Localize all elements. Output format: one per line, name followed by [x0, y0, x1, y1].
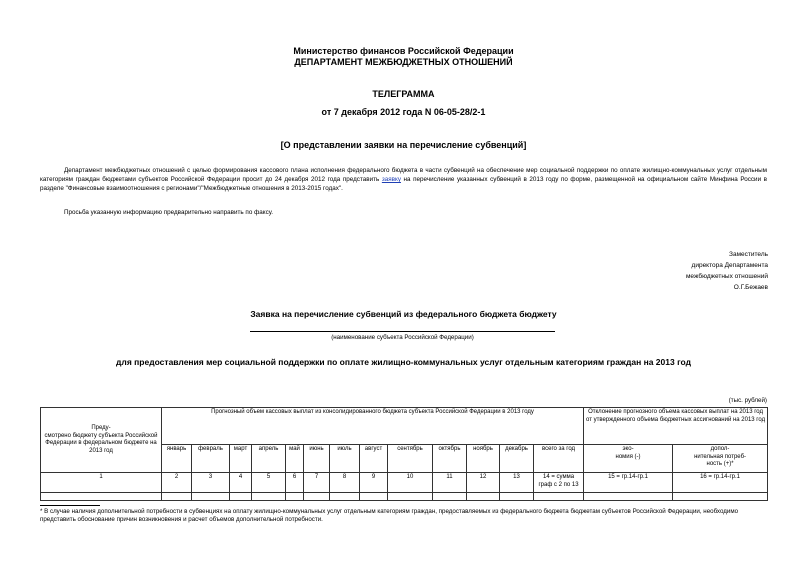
table-cell-empty: [584, 493, 673, 501]
paragraph-1-text-end: на перечисление указанных субвенций в 2013 году по форме, размещенной на официальном сайте Минфина России в разделе "Финансовые взаимоотношения с регионами"/"Межбюджетные отношения в 2013-2015 годах".: [40, 176, 768, 192]
document-date-number: от 7 декабря 2012 года N 06-05-28/2-1: [321, 107, 486, 117]
table-cell-empty: [230, 493, 252, 501]
header-month: август: [360, 445, 388, 473]
column-number: 10: [388, 473, 433, 493]
table-cell-empty: [534, 493, 584, 501]
column-number-economy: 15 = гр.14-гр.1: [584, 473, 673, 493]
application-table: [40, 407, 768, 501]
header-month: октябрь: [433, 445, 467, 473]
column-number: 2: [162, 473, 192, 493]
header-month: май: [286, 445, 304, 473]
application-link[interactable]: заявку: [381, 176, 401, 183]
table-cell-empty: [41, 493, 162, 501]
paragraph-1-text-start: Департамент межбюджетных отношений с целью формирования кассового плана исполнения федерального бюджета в части субвенций на обеспечение мер социальной поддержки по оплате жилищно-коммунальных услуг отдельным категориям граждан бюджетами субъектов Российской Федерации просит до 24 декабря 2012 года представить: [40, 167, 767, 183]
column-number: 13: [500, 473, 534, 493]
header-month: декабрь: [500, 445, 534, 473]
signature-position: Заместитель: [729, 251, 768, 258]
table-cell-empty: [360, 493, 388, 501]
header-month: июль: [330, 445, 360, 473]
table-cell-empty: [162, 493, 192, 501]
units-label: (тыс. рублей): [728, 397, 767, 404]
header-additional-need: допол- нительная потреб- ность (+)*: [673, 445, 768, 473]
column-number: 1: [41, 473, 162, 493]
table-cell-empty: [500, 493, 534, 501]
header-month: апрель: [252, 445, 286, 473]
signature-role: директора Департамента: [691, 262, 768, 269]
table-cell-empty: [433, 493, 467, 501]
header-month: январь: [162, 445, 192, 473]
column-number-additional: 16 = гр.14-гр.1: [673, 473, 768, 493]
header-forecast-payments: Прогнозный объем кассовых выплат из консолидированного бюджета субъекта Российской Федерации в 2013 году: [162, 408, 584, 445]
table-cell-empty: [252, 493, 286, 501]
column-number: 4: [230, 473, 252, 493]
column-number: 3: [192, 473, 230, 493]
form-purpose: для предоставления мер социальной поддержки по оплате жилищно-коммунальных услуг отдельным категориям граждан на 2013 год: [116, 357, 691, 367]
signature-department: межбюджетных отношений: [685, 273, 768, 280]
signature-name: О.Г.Бежаев: [733, 284, 768, 291]
header-deviation: Отклонение прогнозного объема кассовых выплат на 2013 год от утвержденного объема бюджетных ассигнований на 2013 год: [584, 408, 768, 445]
table-cell-empty: [192, 493, 230, 501]
subject-name-line: [250, 331, 555, 332]
document-subject: [О представлении заявки на перечисление субвенций]: [280, 140, 527, 150]
table-cell-empty: [467, 493, 500, 501]
footnote-divider: [40, 505, 100, 506]
header-planned-budget: Преду- смотрено бюджету субъекта Российской Федерации в федеральном бюджете на 2013 год: [41, 408, 162, 473]
header-month: сентябрь: [388, 445, 433, 473]
column-number: 8: [330, 473, 360, 493]
table-cell-empty: [673, 493, 768, 501]
ministry-name: Министерство финансов Российской Федерации: [293, 46, 514, 56]
column-number-total: 14 = сумма граф с 2 по 13: [534, 473, 584, 493]
table-cell-empty: [286, 493, 304, 501]
column-number: 5: [252, 473, 286, 493]
column-number: 12: [467, 473, 500, 493]
header-month: июнь: [304, 445, 330, 473]
table-cell-empty: [330, 493, 360, 501]
column-number: 6: [286, 473, 304, 493]
header-economy: эко- номия (-): [584, 445, 673, 473]
document-type: ТЕЛЕГРАММА: [372, 89, 435, 99]
body-paragraph-2: Просьба указанную информацию предварительно направить по факсу.: [64, 209, 274, 216]
body-paragraph-1: [40, 166, 767, 193]
form-title: Заявка на перечисление субвенций из федерального бюджета бюджету: [250, 309, 557, 319]
subject-name-caption: (наименование субъекта Российской Федерации): [331, 334, 474, 341]
header-month: ноябрь: [467, 445, 500, 473]
table-cell-empty: [304, 493, 330, 501]
signature-block: [500, 249, 768, 293]
table-cell-empty: [388, 493, 433, 501]
footnote-text: * В случае наличия дополнительной потребности в субвенциях на оплату жилищно-коммунальных услуг отдельным категориям граждан, предоставляемых из федерального бюджета бюджетам субъектов Российской Федерации, необходимо представить обоснование причин возникновения и расчет объемов дополнительной потребности.: [40, 508, 739, 523]
department-name: ДЕПАРТАМЕНТ МЕЖБЮДЖЕТНЫХ ОТНОШЕНИЙ: [294, 57, 513, 67]
header-total-year: всего за год: [534, 445, 584, 473]
header-month: март: [230, 445, 252, 473]
column-number: 11: [433, 473, 467, 493]
column-number: 7: [304, 473, 330, 493]
column-number: 9: [360, 473, 388, 493]
header-month: февраль: [192, 445, 230, 473]
